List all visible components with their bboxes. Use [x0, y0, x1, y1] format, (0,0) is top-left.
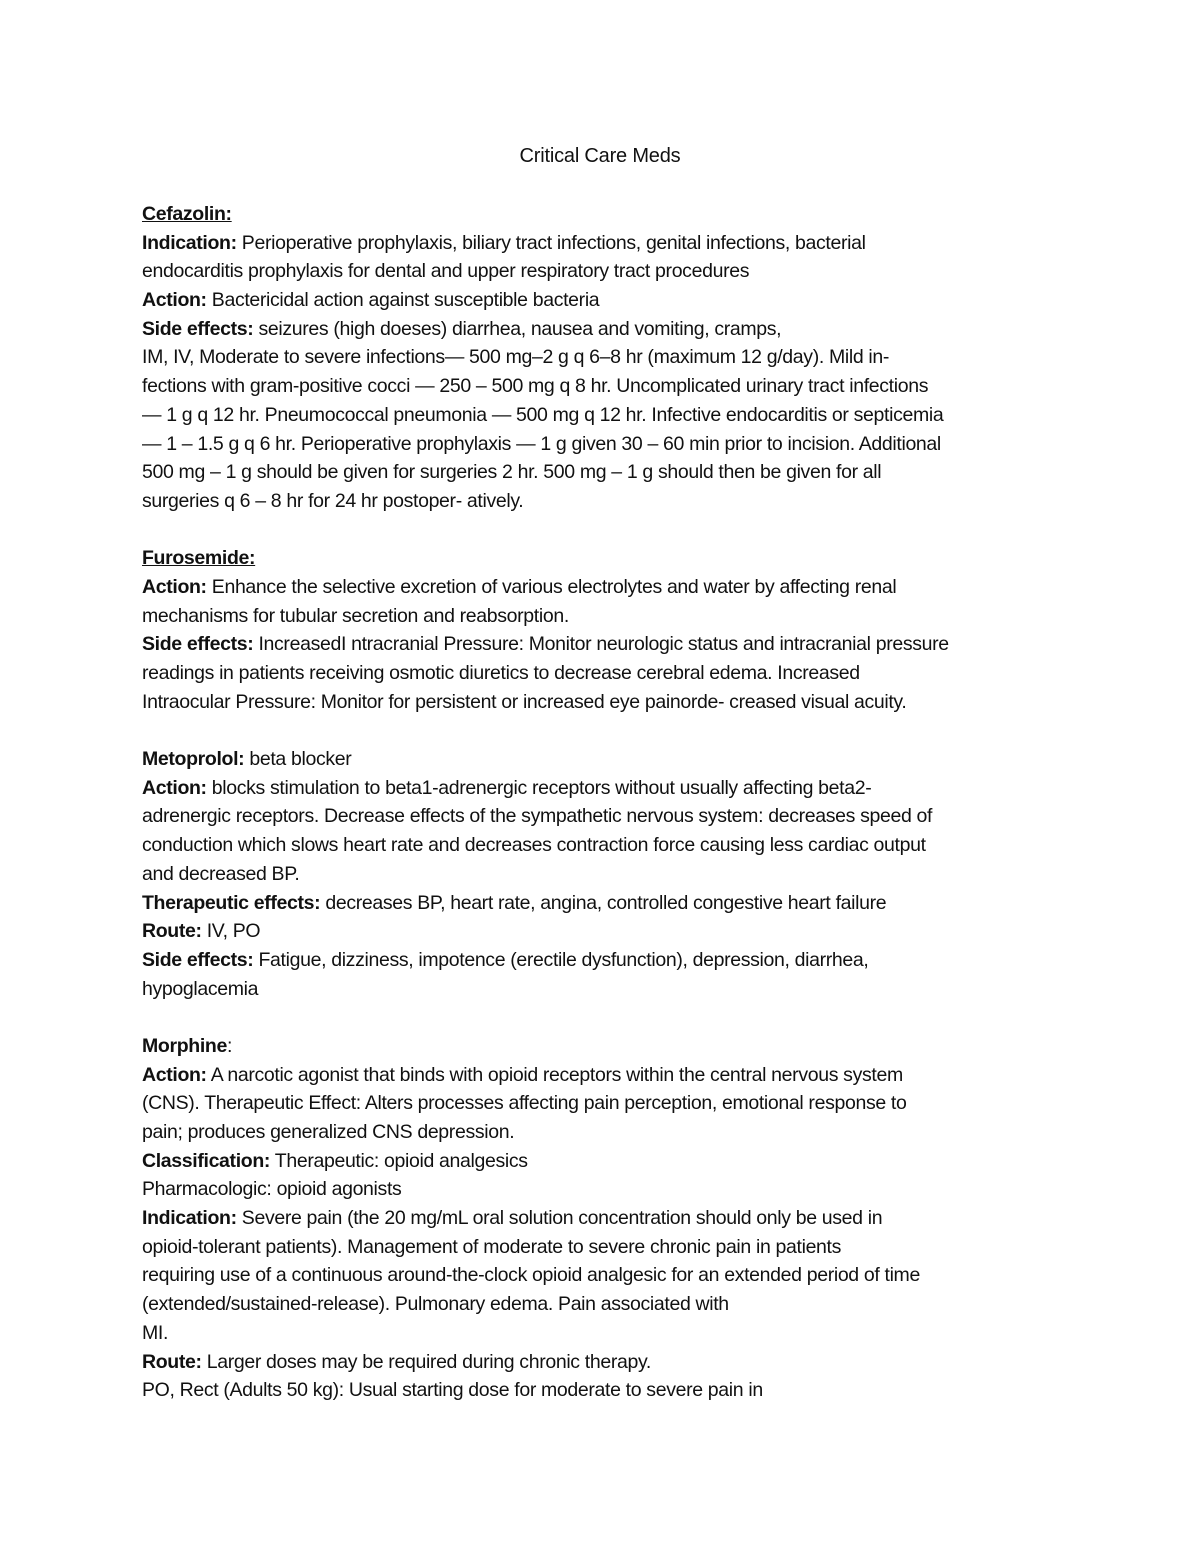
field-text: (CNS). Therapeutic Effect: Alters processes affecting pain perception, emotional response to [142, 1092, 907, 1115]
text-line [142, 975, 1072, 1004]
field-text: surgeries q 6 – 8 hr for 24 hr postoper- atively. [142, 489, 524, 512]
field-text: Severe pain (the 20 mg/mL oral solution concentration should only be used in [236, 1207, 883, 1230]
text-line [142, 1061, 1072, 1090]
field-label: Indication: [142, 231, 237, 254]
field-text: opioid-tolerant patients). Management of moderate to severe chronic pain in patients [142, 1235, 842, 1258]
field-label: Therapeutic effects: [142, 891, 321, 914]
field-text: seizures (high doeses) diarrhea, nausea and vomiting, cramps, [253, 317, 782, 340]
text-line [142, 802, 1072, 831]
text-line [142, 946, 1072, 975]
field-label: Route: [142, 1350, 202, 1373]
section-furosemide [142, 544, 1072, 716]
field-text: conduction which slows heart rate and decreases contraction force causing less cardiac output [142, 834, 926, 857]
field-text: blocks stimulation to beta1-adrenergic receptors without usually affecting beta2- [206, 776, 872, 799]
field-text: IncreasedI ntracranial Pressure: Monitor neurologic status and intracranial pressure [253, 633, 949, 656]
text-line [142, 1089, 1072, 1118]
field-text: PO, Rect (Adults 50 kg): Usual starting dose for moderate to severe pain in [142, 1379, 763, 1402]
text-line [142, 630, 1072, 659]
text-line [142, 573, 1072, 602]
field-text: fections with gram-positive cocci — 250 – 500 mg q 8 hr. Uncomplicated urinary tract infections [142, 375, 929, 398]
field-label: Action: [142, 575, 207, 598]
field-text: mechanisms for tubular secretion and reabsorption. [142, 604, 569, 627]
text-line [142, 1233, 1072, 1262]
text-line [142, 1118, 1072, 1147]
morphine-heading-line [142, 1032, 1072, 1061]
document-body [142, 200, 1072, 1405]
field-label: Side effects: [142, 317, 254, 340]
field-label: Side effects: [142, 948, 254, 971]
text-line [142, 372, 1072, 401]
text-line [142, 831, 1072, 860]
field-text: Pharmacologic: opioid agonists [142, 1178, 402, 1201]
field-label: Side effects: [142, 633, 254, 656]
text-line [142, 1376, 1072, 1405]
field-label: Action: [142, 1063, 207, 1086]
text-line [142, 430, 1072, 459]
text-line [142, 257, 1072, 286]
field-text: — 1 – 1.5 g q 6 hr. Perioperative prophylaxis — 1 g given 30 – 60 min prior to incision. Additional [142, 432, 941, 455]
text-line [142, 1204, 1072, 1233]
text-line [142, 774, 1072, 803]
field-text: Perioperative prophylaxis, biliary tract infections, genital infections, bacterial [236, 231, 866, 254]
furosemide-heading-line [142, 544, 1072, 573]
field-text: pain; produces generalized CNS depression. [142, 1121, 515, 1143]
text-line [142, 688, 1072, 717]
field-text: 500 mg – 1 g should be given for surgeries 2 hr. 500 mg – 1 g should then be given for all [142, 461, 882, 484]
text-line [142, 1348, 1072, 1377]
field-text: Intraocular Pressure: Monitor for persistent or increased eye painorde- creased visual acuity. [142, 690, 907, 713]
section-cefazolin [142, 200, 1072, 516]
text-line [142, 1147, 1072, 1176]
text-line [142, 343, 1072, 372]
field-text: and decreased BP. [142, 862, 300, 885]
field-text: — 1 g q 12 hr. Pneumococcal pneumonia — 500 mg q 12 hr. Infective endocarditis or septicemia [142, 403, 944, 426]
text-line [142, 286, 1072, 315]
text-line [142, 315, 1072, 344]
section-metoprolol [142, 745, 1072, 1003]
cefazolin-heading-line [142, 200, 1072, 229]
text-line [142, 917, 1072, 946]
text-line [142, 889, 1072, 918]
field-text: beta blocker [244, 748, 352, 771]
field-text: IV, PO [201, 920, 261, 943]
text-line [142, 1175, 1072, 1204]
field-text: Bactericidal action against susceptible bacteria [206, 289, 600, 312]
field-label: Route: [142, 920, 202, 943]
text-line [142, 401, 1072, 430]
field-text: Enhance the selective excretion of various electrolytes and water by affecting renal [206, 575, 897, 598]
text-line [142, 659, 1072, 688]
field-text: adrenergic receptors. Decrease effects of the sympathetic nervous system: decreases speed of [142, 805, 933, 828]
text-line [142, 1261, 1072, 1290]
text-line [142, 487, 1072, 516]
field-text: Larger doses may be required during chronic therapy. [201, 1350, 651, 1373]
field-text: (extended/sustained-release). Pulmonary edema. Pain associated with [142, 1293, 729, 1316]
field-label: Metoprolol: [142, 748, 245, 771]
field-text: Therapeutic: opioid analgesics [270, 1149, 528, 1172]
text-line [142, 602, 1072, 631]
section-spacer [142, 1003, 1072, 1032]
text-line [142, 1290, 1072, 1319]
text-line [142, 229, 1072, 258]
section-spacer [142, 716, 1072, 745]
field-label: Classification: [142, 1149, 271, 1172]
section-morphine [142, 1032, 1072, 1405]
section-spacer [142, 516, 1072, 545]
field-label: Action: [142, 776, 207, 799]
text-line [142, 458, 1072, 487]
document-title: Critical Care Meds [519, 145, 681, 167]
drug-heading: Furosemide: [142, 547, 256, 570]
text-line [142, 1319, 1072, 1348]
field-text: hypoglacemia [142, 977, 259, 1000]
field-label: Indication: [142, 1207, 237, 1230]
drug-heading: Cefazolin: [142, 203, 232, 225]
field-text: MI. [142, 1321, 169, 1344]
field-text: : [226, 1034, 233, 1057]
field-text: A narcotic agonist that binds with opioid receptors within the central nervous system [206, 1063, 903, 1086]
field-text: decreases BP, heart rate, angina, controlled congestive heart failure [320, 891, 887, 914]
field-text: readings in patients receiving osmotic diuretics to decrease cerebral edema. Increased [142, 662, 860, 684]
field-text: IM, IV, Moderate to severe infections— 500 mg–2 g q 6–8 hr (maximum 12 g/day). Mild in- [142, 346, 890, 369]
metoprolol-heading-line [142, 745, 1072, 774]
field-text: endocarditis prophylaxis for dental and upper respiratory tract procedures [142, 260, 750, 283]
field-label: Action: [142, 289, 207, 312]
field-text: Fatigue, dizziness, impotence (erectile dysfunction), depression, diarrhea, [253, 948, 869, 971]
text-line [142, 860, 1072, 889]
field-label: Morphine [142, 1034, 227, 1057]
field-text: requiring use of a continuous around-the-clock opioid analgesic for an extended period of time [142, 1264, 920, 1287]
